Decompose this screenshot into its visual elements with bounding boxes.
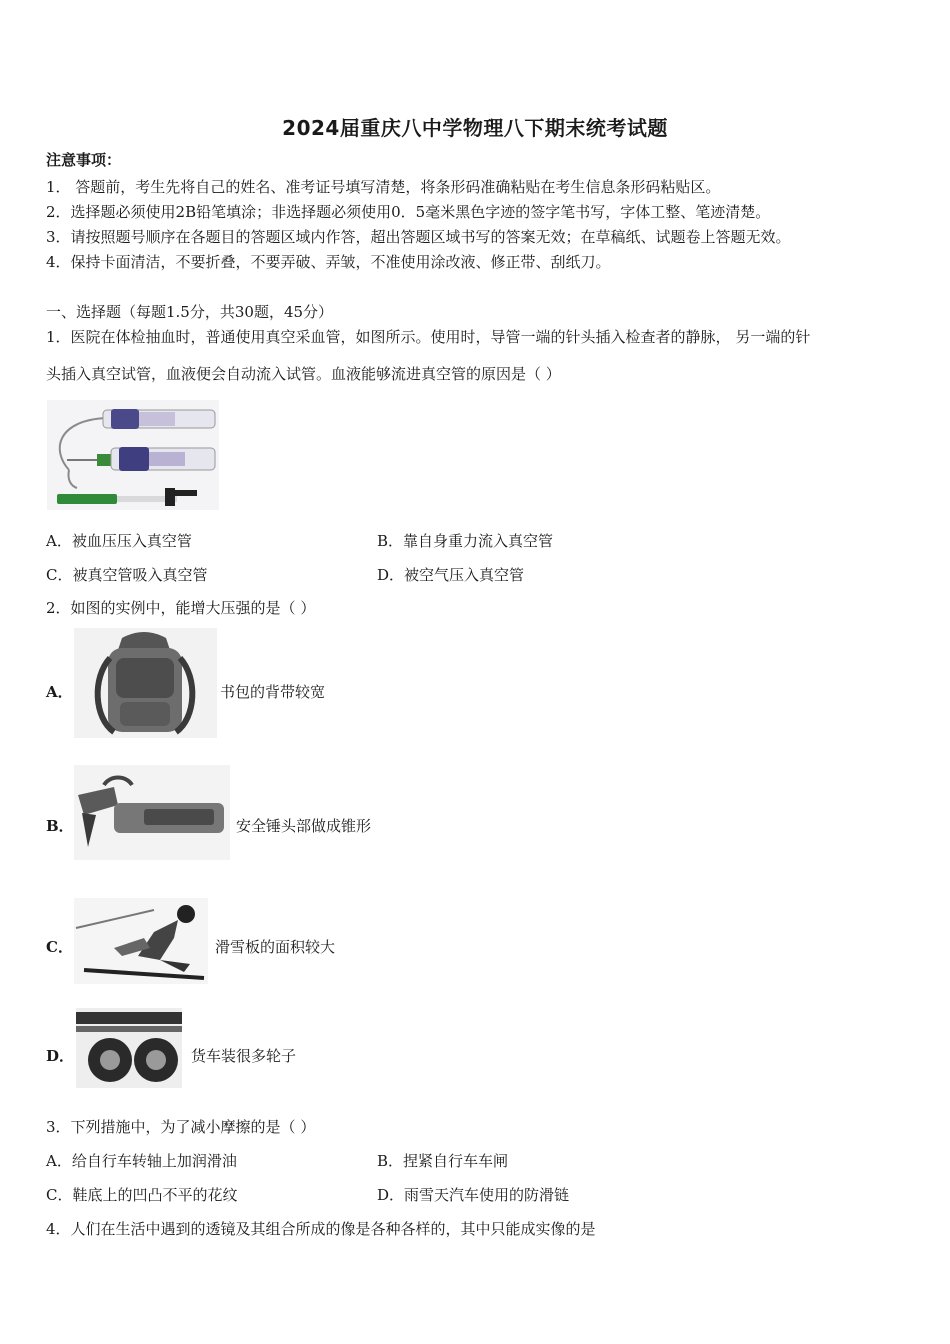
q3-stem: 3．下列措施中，为了减小摩擦的是（ ） <box>46 1118 316 1136</box>
blood-collection-tube-image <box>47 400 219 510</box>
skier-image <box>74 898 208 984</box>
q3-option-a: A．给自行车转轴上加润滑油 <box>46 1152 237 1170</box>
q2-option-d-text: 货车装很多轮子 <box>191 1047 297 1065</box>
q2-option-d-letter: D． <box>46 1047 75 1065</box>
q2-stem: 2．如图的实例中，能增大压强的是（ ） <box>46 599 316 617</box>
notice-item-1: 1． 答题前，考生先将自己的姓名、准考证号填写清楚，将条形码准确粘贴在考生信息条形码粘贴区。 <box>46 178 721 196</box>
q3-option-d: D．雨雪天汽车使用的防滑链 <box>377 1186 570 1204</box>
q2-option-b-text: 安全锤头部做成锥形 <box>236 817 372 835</box>
q2-option-c-letter: C． <box>46 938 73 956</box>
backpack-image <box>74 628 217 738</box>
q1-option-b: B．靠自身重力流入真空管 <box>377 532 554 550</box>
q1-stem-line2: 头插入真空试管，血液便会自动流入试管。血液能够流进真空管的原因是（ ） <box>46 365 561 383</box>
notice-item-4: 4．保持卡面清洁，不要折叠，不要弄破、弄皱，不准使用涂改液、修正带、刮纸刀。 <box>46 253 611 271</box>
q1-option-a: A．被血压压入真空管 <box>46 532 192 550</box>
notice-heading: 注意事项： <box>46 151 122 169</box>
q2-option-a-text: 书包的背带较宽 <box>220 683 326 701</box>
q2-option-a-letter: A． <box>46 683 73 701</box>
q3-option-c: C．鞋底上的凹凸不平的花纹 <box>46 1186 238 1204</box>
q4-stem: 4．人们在生活中遇到的透镜及其组合所成的像是各种各样的，其中只能成实像的是 <box>46 1220 596 1238</box>
safety-hammer-image <box>74 765 230 860</box>
section-heading: 一、选择题（每题1.5分，共30题，45分） <box>46 303 334 321</box>
q1-stem-line1: 1．医院在体检抽血时，普通使用真空采血管，如图所示。使用时，导管一端的针头插入检查者的静脉， 另一端的针 <box>46 328 811 346</box>
page-title: 2024届重庆八中学物理八下期末统考试题 <box>282 116 668 140</box>
q2-option-b-letter: B． <box>46 817 74 835</box>
q1-option-d: D．被空气压入真空管 <box>377 566 525 584</box>
notice-item-2: 2．选择题必须使用2B铅笔填涂；非选择题必须使用0．5毫米黑色字迹的签字笔书写，字体工整、笔迹清楚。 <box>46 203 771 221</box>
notice-item-3: 3．请按照题号顺序在各题目的答题区域内作答，超出答题区域书写的答案无效；在草稿纸、试题卷上答题无效。 <box>46 228 791 246</box>
q3-option-b: B．捏紧自行车车闸 <box>377 1152 509 1170</box>
q2-option-c-text: 滑雪板的面积较大 <box>215 938 336 956</box>
q1-option-c: C．被真空管吸入真空管 <box>46 566 208 584</box>
truck-wheels-image <box>76 1008 182 1088</box>
